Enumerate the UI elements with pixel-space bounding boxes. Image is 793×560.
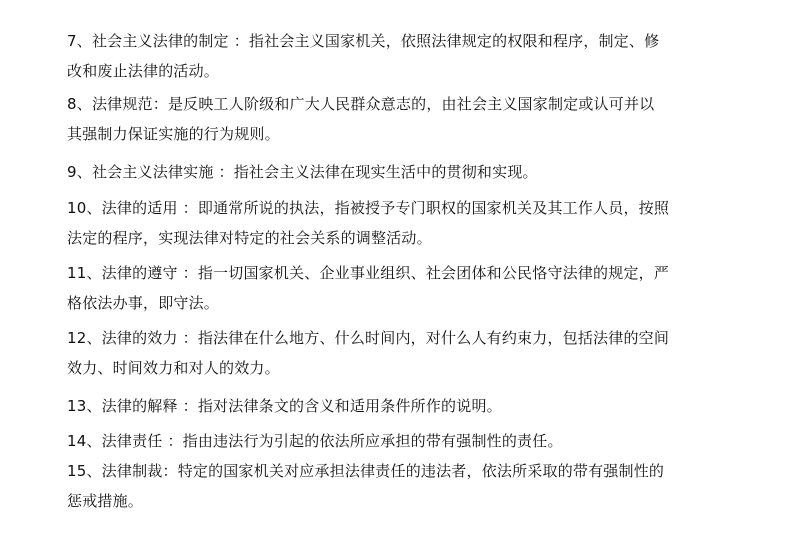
definition-line: 15、法律制裁：特定的国家机关对应承担法律责任的违法者，依法所采取的带有强制性的	[67, 462, 665, 480]
definition-12	[67, 323, 699, 383]
definition-13	[67, 391, 699, 421]
definition-line: 11、法律的遵守 ：指一切国家机关、企业事业组织、社会团体和公民恪守法律的规定，严	[67, 264, 670, 282]
definition-7	[67, 26, 699, 86]
definition-11	[67, 258, 699, 318]
definition-line: 改和废止法律的活动。	[67, 62, 220, 80]
definition-line: 7、社会主义法律的制定 ：指社会主义国家机关，依照法律规定的权限和程序，制定、修	[67, 32, 660, 50]
definition-line: 8、法律规范：是反映工人阶级和广大人民群众意志的，由社会主义国家制定或认可并以	[67, 95, 655, 113]
definition-15	[67, 456, 699, 516]
definition-line: 其强制力保证实施的行为规则。	[67, 125, 280, 143]
definition-line: 13、法律的解释 ：指对法律条文的含义和适用条件所作的说明。	[67, 397, 502, 415]
definition-line: 9、社会主义法律实施 ：指社会主义法律在现实生活中的贯彻和实现。	[67, 163, 538, 181]
definition-line: 法定的程序，实现法律对特定的社会关系的调整活动。	[67, 229, 432, 247]
definition-line: 惩戒措施。	[67, 492, 144, 510]
definition-9	[67, 157, 699, 187]
definition-line: 12、法律的效力 ：指法律在什么地方、什么时间内，对什么人有约束力，包括法律的空间	[67, 329, 670, 347]
definition-8	[67, 89, 699, 149]
definition-line: 10、法律的适用 ：即通常所说的执法，指被授予专门职权的国家机关及其工作人员，按照	[67, 199, 670, 217]
definition-14	[67, 426, 699, 456]
definition-line: 14、法律责任 ：指由违法行为引起的依法所应承担的带有强制性的责任。	[67, 432, 563, 450]
definition-line: 格依法办事，即守法。	[67, 294, 220, 312]
definition-10	[67, 193, 699, 253]
definition-line: 效力、时间效力和对人的效力。	[67, 359, 280, 377]
